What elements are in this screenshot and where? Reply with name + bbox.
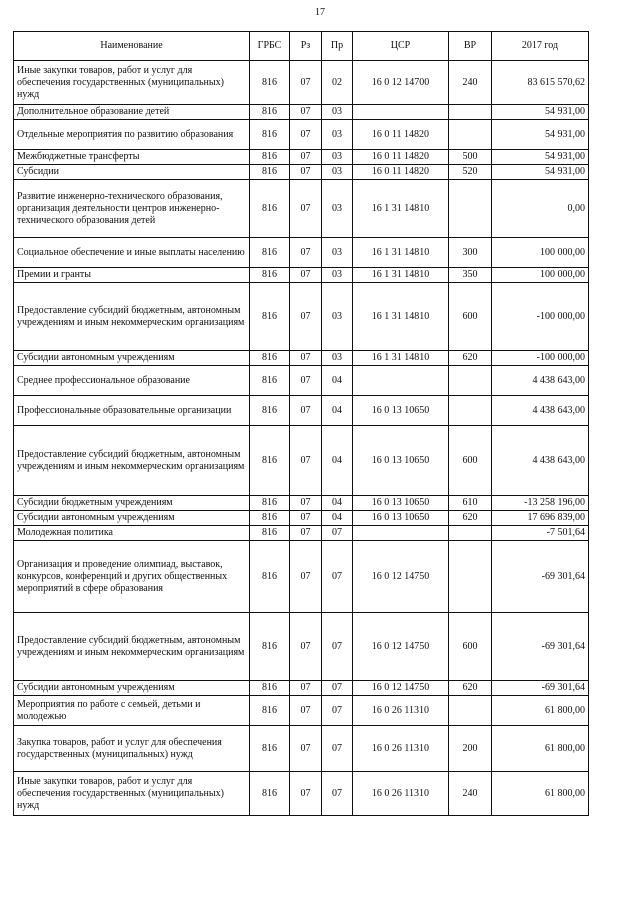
table-row [14, 268, 589, 283]
cell-csr: 16 0 12 14750 [353, 681, 449, 696]
table-row [14, 496, 589, 511]
cell-pr: 07 [322, 613, 353, 681]
budget-table [13, 31, 589, 816]
cell-grbs: 816 [250, 496, 290, 511]
cell-pr: 04 [322, 426, 353, 496]
cell-csr: 16 1 31 14810 [353, 268, 449, 283]
cell-name: Субсидии автономным учреждениям [14, 351, 250, 366]
cell-rz: 07 [290, 396, 322, 426]
cell-vr [449, 180, 492, 238]
cell-rz: 07 [290, 61, 322, 105]
cell-vr [449, 366, 492, 396]
cell-grbs: 816 [250, 351, 290, 366]
cell-grbs: 816 [250, 366, 290, 396]
cell-vr: 240 [449, 772, 492, 816]
cell-amount: -100 000,00 [492, 283, 589, 351]
table-header-row [14, 32, 589, 61]
cell-csr: 16 0 12 14750 [353, 541, 449, 613]
cell-rz: 07 [290, 496, 322, 511]
cell-grbs: 816 [250, 772, 290, 816]
cell-rz: 07 [290, 696, 322, 726]
table-row [14, 526, 589, 541]
table-row [14, 511, 589, 526]
cell-name: Молодежная политика [14, 526, 250, 541]
cell-name: Предоставление субсидий бюджетным, автономным учреждениям и иным некоммерческим организациям [14, 613, 250, 681]
table-row [14, 150, 589, 165]
cell-csr: 16 0 12 14750 [353, 613, 449, 681]
cell-vr [449, 120, 492, 150]
cell-name: Субсидии [14, 165, 250, 180]
cell-grbs: 816 [250, 681, 290, 696]
cell-amount: -69 301,64 [492, 613, 589, 681]
table-row [14, 613, 589, 681]
cell-grbs: 816 [250, 268, 290, 283]
cell-csr: 16 1 31 14810 [353, 283, 449, 351]
cell-vr [449, 696, 492, 726]
cell-csr [353, 526, 449, 541]
cell-amount: 61 800,00 [492, 726, 589, 772]
cell-name: Развитие инженерно-технического образования, организация деятельности центров инженерно-технического образования детей [14, 180, 250, 238]
cell-amount: -69 301,64 [492, 541, 589, 613]
cell-grbs: 816 [250, 526, 290, 541]
cell-grbs: 816 [250, 396, 290, 426]
cell-amount: 61 800,00 [492, 696, 589, 726]
cell-name: Организация и проведение олимпиад, выставок, конкурсов, конференций и других общественных мероприятий в сфере образования [14, 541, 250, 613]
cell-vr: 600 [449, 426, 492, 496]
cell-csr: 16 0 13 10650 [353, 426, 449, 496]
cell-grbs: 816 [250, 238, 290, 268]
cell-grbs: 816 [250, 105, 290, 120]
cell-csr [353, 366, 449, 396]
cell-csr: 16 0 26 11310 [353, 726, 449, 772]
cell-rz: 07 [290, 426, 322, 496]
cell-name: Субсидии бюджетным учреждениям [14, 496, 250, 511]
cell-pr: 03 [322, 150, 353, 165]
cell-vr: 500 [449, 150, 492, 165]
cell-amount: 17 696 839,00 [492, 511, 589, 526]
table-row [14, 61, 589, 105]
cell-grbs: 816 [250, 180, 290, 238]
header-name: Наименование [14, 32, 250, 61]
cell-name: Социальное обеспечение и иные выплаты населению [14, 238, 250, 268]
table-row [14, 351, 589, 366]
cell-rz: 07 [290, 681, 322, 696]
cell-amount: -7 501,64 [492, 526, 589, 541]
cell-rz: 07 [290, 150, 322, 165]
cell-rz: 07 [290, 268, 322, 283]
cell-amount: 4 438 643,00 [492, 396, 589, 426]
cell-rz: 07 [290, 526, 322, 541]
cell-csr: 16 0 11 14820 [353, 165, 449, 180]
cell-rz: 07 [290, 105, 322, 120]
cell-pr: 03 [322, 351, 353, 366]
cell-vr: 300 [449, 238, 492, 268]
cell-grbs: 816 [250, 283, 290, 351]
cell-csr: 16 0 13 10650 [353, 511, 449, 526]
cell-grbs: 816 [250, 613, 290, 681]
cell-csr: 16 0 26 11310 [353, 696, 449, 726]
cell-vr: 240 [449, 61, 492, 105]
cell-amount: 54 931,00 [492, 150, 589, 165]
cell-name: Субсидии автономным учреждениям [14, 511, 250, 526]
cell-name: Иные закупки товаров, работ и услуг для обеспечения государственных (муниципальных) нужд [14, 61, 250, 105]
cell-csr: 16 0 13 10650 [353, 396, 449, 426]
cell-pr: 03 [322, 268, 353, 283]
cell-grbs: 816 [250, 426, 290, 496]
cell-pr: 07 [322, 541, 353, 613]
cell-rz: 07 [290, 351, 322, 366]
cell-name: Иные закупки товаров, работ и услуг для обеспечения государственных (муниципальных) нужд [14, 772, 250, 816]
cell-grbs: 816 [250, 165, 290, 180]
table-row [14, 366, 589, 396]
table-row [14, 681, 589, 696]
cell-pr: 02 [322, 61, 353, 105]
cell-name: Предоставление субсидий бюджетным, автономным учреждениям и иным некоммерческим организациям [14, 426, 250, 496]
cell-vr: 600 [449, 283, 492, 351]
cell-grbs: 816 [250, 120, 290, 150]
cell-amount: -69 301,64 [492, 681, 589, 696]
cell-vr: 600 [449, 613, 492, 681]
cell-rz: 07 [290, 238, 322, 268]
header-grbs: ГРБС [250, 32, 290, 61]
table-row [14, 120, 589, 150]
cell-pr: 03 [322, 105, 353, 120]
cell-name: Закупка товаров, работ и услуг для обеспечения государственных (муниципальных) нужд [14, 726, 250, 772]
cell-amount: 100 000,00 [492, 268, 589, 283]
cell-pr: 07 [322, 681, 353, 696]
cell-grbs: 816 [250, 696, 290, 726]
header-vr: ВР [449, 32, 492, 61]
cell-vr [449, 526, 492, 541]
cell-csr: 16 0 11 14820 [353, 120, 449, 150]
cell-rz: 07 [290, 366, 322, 396]
cell-csr: 16 0 26 11310 [353, 772, 449, 816]
cell-name: Премии и гранты [14, 268, 250, 283]
cell-amount: 54 931,00 [492, 120, 589, 150]
cell-vr: 610 [449, 496, 492, 511]
cell-amount: 61 800,00 [492, 772, 589, 816]
header-year: 2017 год [492, 32, 589, 61]
table-row [14, 541, 589, 613]
cell-csr: 16 1 31 14810 [353, 238, 449, 268]
cell-csr [353, 105, 449, 120]
cell-amount: 4 438 643,00 [492, 426, 589, 496]
cell-pr: 04 [322, 396, 353, 426]
cell-name: Межбюджетные трансферты [14, 150, 250, 165]
cell-rz: 07 [290, 541, 322, 613]
cell-vr [449, 541, 492, 613]
table-row [14, 726, 589, 772]
table-row [14, 696, 589, 726]
cell-amount: -100 000,00 [492, 351, 589, 366]
cell-amount: 83 615 570,62 [492, 61, 589, 105]
cell-pr: 03 [322, 165, 353, 180]
cell-amount: 0,00 [492, 180, 589, 238]
cell-vr: 620 [449, 511, 492, 526]
cell-pr: 04 [322, 511, 353, 526]
cell-pr: 04 [322, 496, 353, 511]
table-row [14, 180, 589, 238]
cell-vr: 520 [449, 165, 492, 180]
cell-pr: 03 [322, 180, 353, 238]
cell-name: Дополнительное образование детей [14, 105, 250, 120]
cell-rz: 07 [290, 726, 322, 772]
cell-rz: 07 [290, 165, 322, 180]
table-body [14, 61, 589, 816]
cell-rz: 07 [290, 120, 322, 150]
cell-vr: 200 [449, 726, 492, 772]
cell-amount: 100 000,00 [492, 238, 589, 268]
cell-grbs: 816 [250, 61, 290, 105]
cell-name: Субсидии автономным учреждениям [14, 681, 250, 696]
cell-csr: 16 1 31 14810 [353, 180, 449, 238]
cell-pr: 07 [322, 696, 353, 726]
cell-vr: 620 [449, 351, 492, 366]
cell-vr [449, 105, 492, 120]
table-row [14, 283, 589, 351]
cell-pr: 03 [322, 283, 353, 351]
cell-amount: -13 258 196,00 [492, 496, 589, 511]
cell-rz: 07 [290, 180, 322, 238]
cell-grbs: 816 [250, 511, 290, 526]
cell-pr: 07 [322, 772, 353, 816]
cell-rz: 07 [290, 511, 322, 526]
cell-vr: 620 [449, 681, 492, 696]
table-row [14, 238, 589, 268]
cell-grbs: 816 [250, 541, 290, 613]
table-row [14, 426, 589, 496]
cell-name: Среднее профессиональное образование [14, 366, 250, 396]
cell-name: Профессиональные образовательные организации [14, 396, 250, 426]
cell-rz: 07 [290, 613, 322, 681]
table-row [14, 165, 589, 180]
cell-vr: 350 [449, 268, 492, 283]
header-csr: ЦСР [353, 32, 449, 61]
cell-amount: 54 931,00 [492, 165, 589, 180]
cell-pr: 07 [322, 726, 353, 772]
cell-amount: 54 931,00 [492, 105, 589, 120]
table-row [14, 772, 589, 816]
cell-name: Предоставление субсидий бюджетным, автономным учреждениям и иным некоммерческим организациям [14, 283, 250, 351]
header-pr: Пр [322, 32, 353, 61]
table-row [14, 396, 589, 426]
page-number: 17 [315, 7, 325, 18]
cell-grbs: 816 [250, 726, 290, 772]
cell-pr: 07 [322, 526, 353, 541]
cell-rz: 07 [290, 772, 322, 816]
cell-name: Мероприятия по работе с семьей, детьми и молодежью [14, 696, 250, 726]
cell-name: Отдельные мероприятия по развитию образования [14, 120, 250, 150]
cell-rz: 07 [290, 283, 322, 351]
cell-csr: 16 0 13 10650 [353, 496, 449, 511]
cell-grbs: 816 [250, 150, 290, 165]
cell-amount: 4 438 643,00 [492, 366, 589, 396]
cell-csr: 16 0 11 14820 [353, 150, 449, 165]
cell-pr: 04 [322, 366, 353, 396]
cell-pr: 03 [322, 238, 353, 268]
cell-csr: 16 0 12 14700 [353, 61, 449, 105]
cell-pr: 03 [322, 120, 353, 150]
cell-vr [449, 396, 492, 426]
cell-csr: 16 1 31 14810 [353, 351, 449, 366]
header-rz: Рз [290, 32, 322, 61]
table-row [14, 105, 589, 120]
